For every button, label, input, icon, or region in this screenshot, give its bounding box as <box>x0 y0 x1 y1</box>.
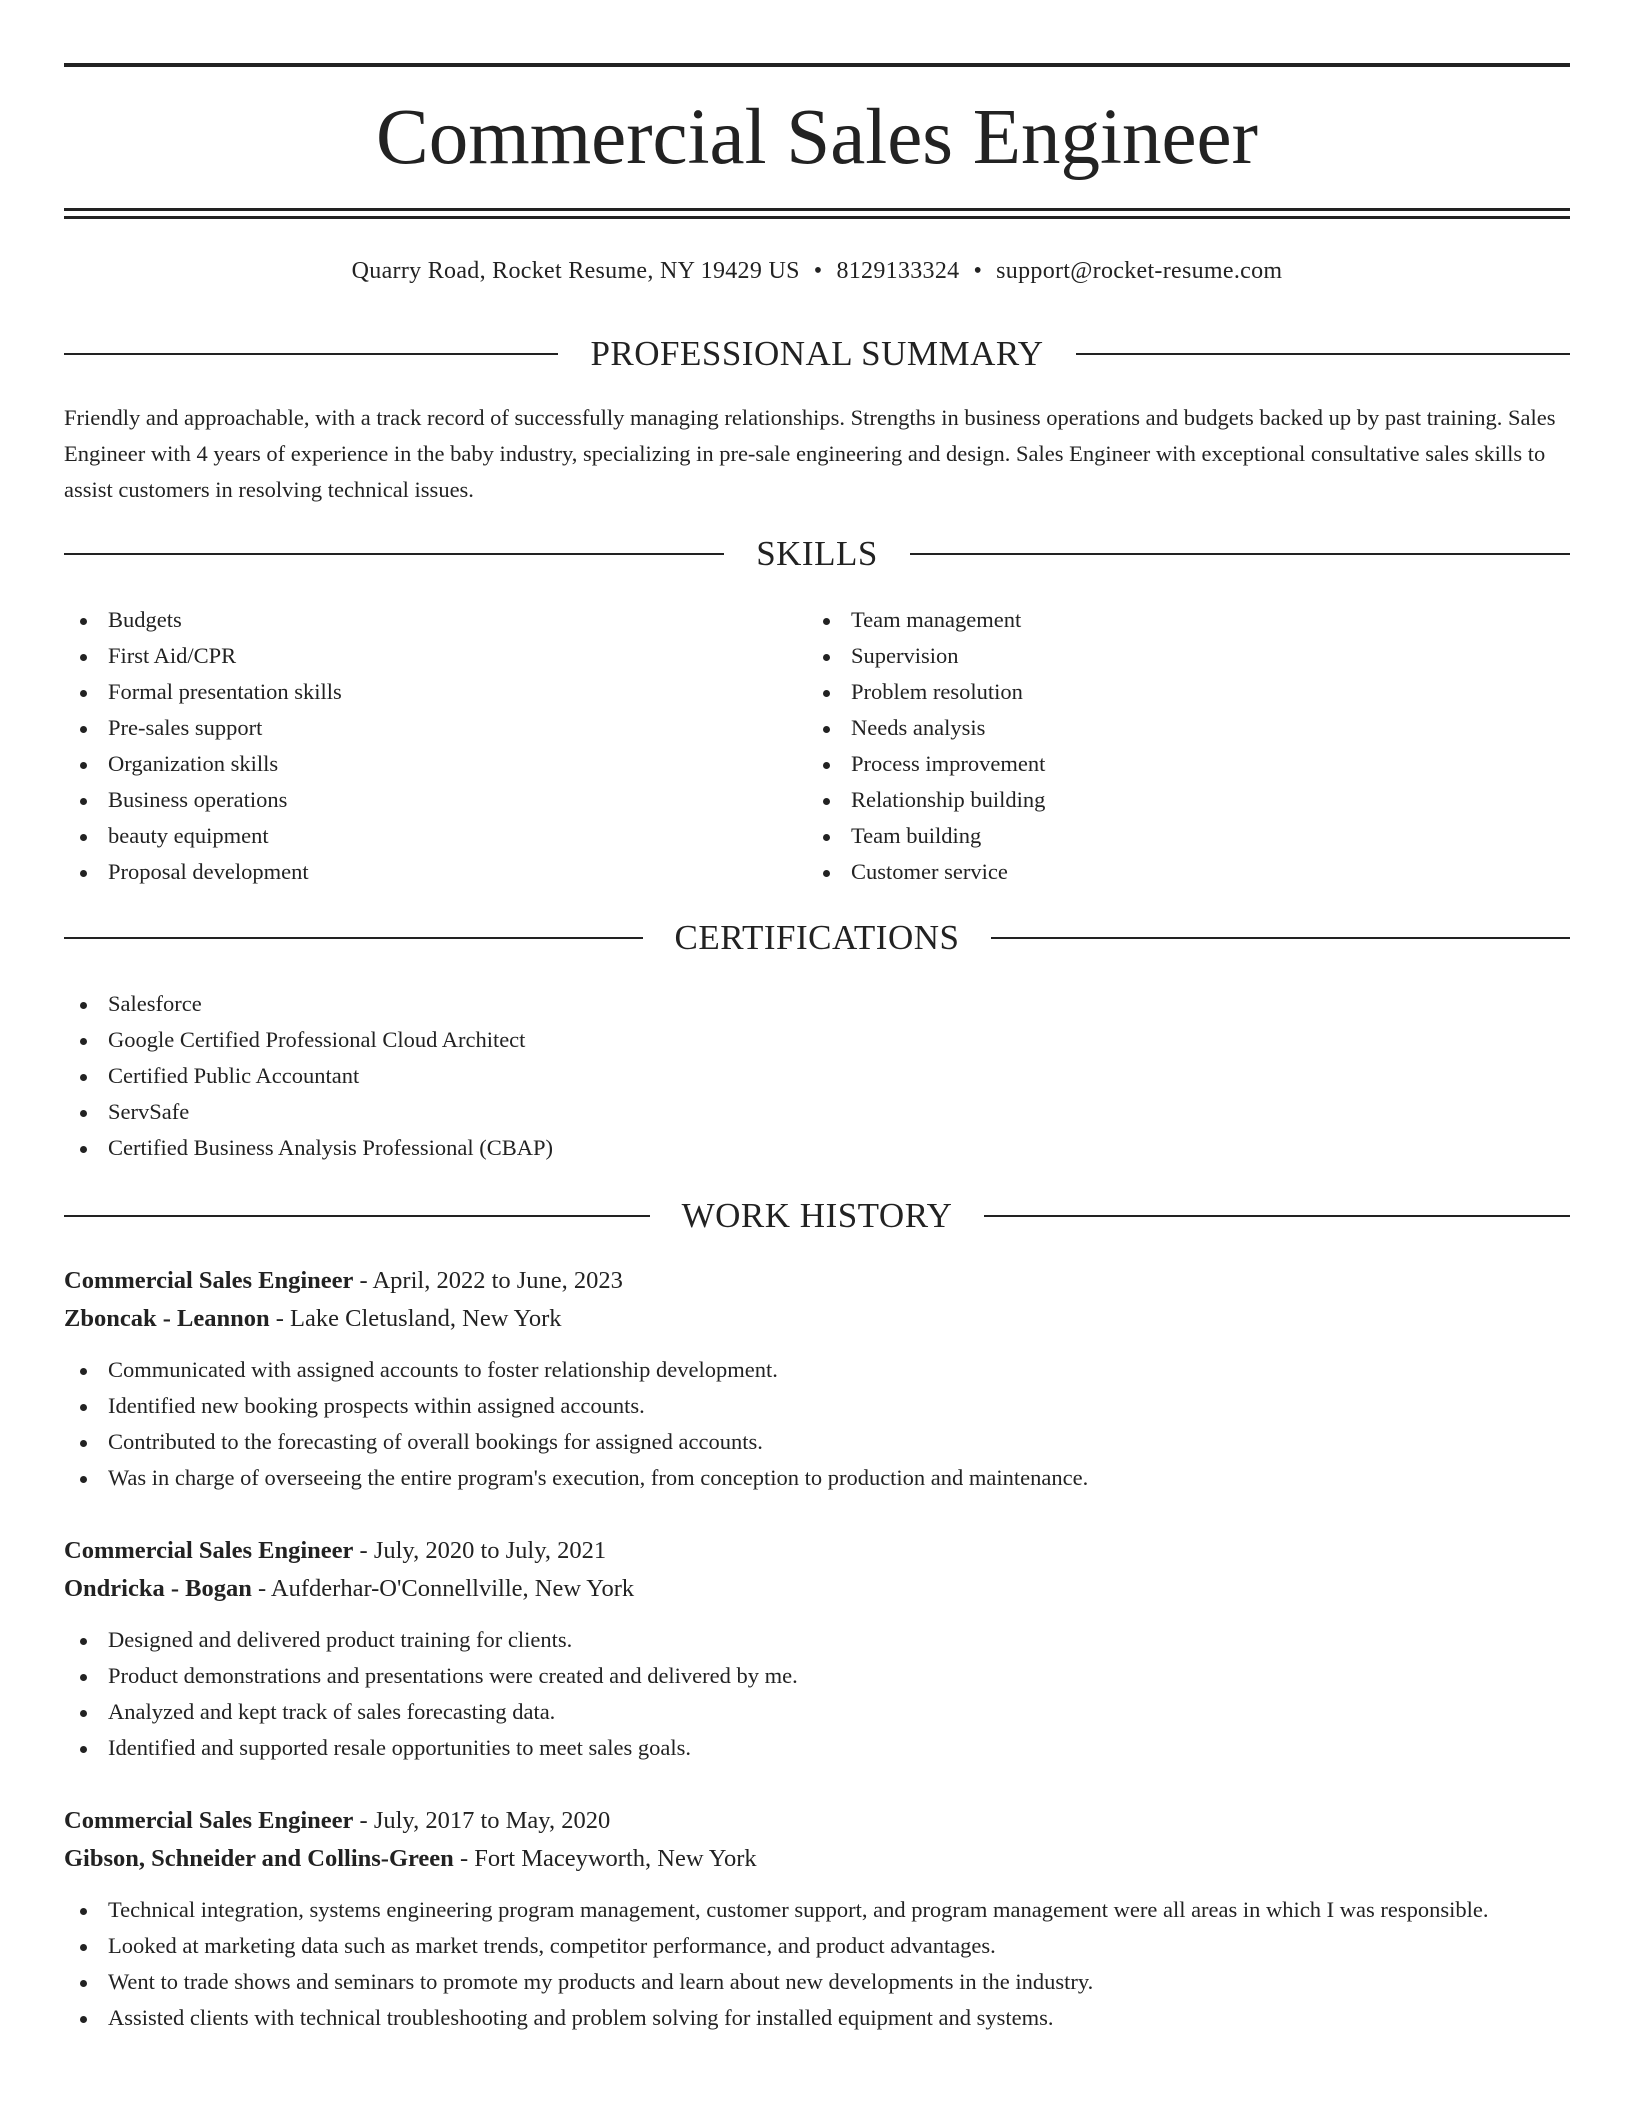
job-bullets <box>64 1622 1570 1766</box>
section-rule <box>991 937 1570 939</box>
double-rule-upper <box>64 208 1570 211</box>
double-rule-lower <box>64 216 1570 219</box>
skill-item: Formal presentation skills <box>64 674 764 710</box>
job-bullet: Technical integration, systems engineering program management, customer support, and program management were all areas in which I was responsible. <box>64 1892 1570 1928</box>
job-bullet: Analyzed and kept track of sales forecasting data. <box>64 1694 1570 1730</box>
skill-item: Process improvement <box>807 746 1507 782</box>
certification-item: ServSafe <box>64 1094 1064 1130</box>
job-bullet: Contributed to the forecasting of overall bookings for assigned accounts. <box>64 1424 1570 1460</box>
job-title: Commercial Sales Engineer <box>64 1267 354 1294</box>
certification-item: Google Certified Professional Cloud Architect <box>64 1022 1064 1058</box>
section-title: SKILLS <box>756 534 878 573</box>
skill-item: Supervision <box>807 638 1507 674</box>
job-bullet: Designed and delivered product training for clients. <box>64 1622 1570 1658</box>
skills-list-left <box>64 602 764 890</box>
skill-item: Organization skills <box>64 746 764 782</box>
skill-item: beauty equipment <box>64 818 764 854</box>
job-location: - Fort Maceyworth, New York <box>453 1845 757 1872</box>
certification-item: Salesforce <box>64 986 1064 1022</box>
section-header-skills <box>64 532 1570 576</box>
job-title-line <box>64 1262 1570 1300</box>
job-bullet: Assisted clients with technical troubleshooting and problem solving for installed equipment and systems. <box>64 2000 1570 2036</box>
job-title-line <box>64 1802 1570 1840</box>
job-entry <box>64 1802 1570 2036</box>
skill-item: Needs analysis <box>807 710 1507 746</box>
job-company-line <box>64 1840 1570 1878</box>
section-title: WORK HISTORY <box>681 1196 953 1235</box>
contact-phone: 8129133324 <box>836 258 960 284</box>
job-dates: - July, 2020 to July, 2021 <box>353 1537 607 1564</box>
top-rule <box>64 63 1570 67</box>
section-header-certifications <box>64 916 1570 960</box>
certifications-list <box>64 986 1064 1166</box>
contact-line <box>64 254 1570 288</box>
job-bullet: Identified and supported resale opportunities to meet sales goals. <box>64 1730 1570 1766</box>
job-location: - Aufderhar-O'Connellville, New York <box>251 1575 635 1602</box>
job-bullet: Looked at marketing data such as market trends, competitor performance, and product advantages. <box>64 1928 1570 1964</box>
skill-item: Team building <box>807 818 1507 854</box>
section-rule <box>64 937 643 939</box>
job-bullets <box>64 1892 1570 2036</box>
skill-item: Business operations <box>64 782 764 818</box>
certification-item: Certified Public Accountant <box>64 1058 1064 1094</box>
skill-item: Proposal development <box>64 854 764 890</box>
job-title: Commercial Sales Engineer <box>64 1537 354 1564</box>
section-rule <box>910 553 1570 555</box>
section-title: CERTIFICATIONS <box>674 918 960 957</box>
skill-item: Problem resolution <box>807 674 1507 710</box>
job-bullet: Went to trade shows and seminars to promote my products and learn about new developments in the industry. <box>64 1964 1570 2000</box>
job-location: - Lake Cletusland, New York <box>269 1305 562 1332</box>
summary-text: Friendly and approachable, with a track record of successfully managing relationships. Strengths in business operations and budgets backed up by past training. Sales Engineer with 4 years of experience in the baby industry, specializing in pre-sale engineering and design. Sales Engineer with exceptional consultative sales skills to assist customers in resolving technical issues. <box>64 405 1556 502</box>
skill-item: Relationship building <box>807 782 1507 818</box>
job-bullets <box>64 1352 1570 1496</box>
job-title-line <box>64 1532 1570 1570</box>
job-company: Gibson, Schneider and Collins-Green <box>64 1845 454 1872</box>
job-title: Commercial Sales Engineer <box>64 1807 354 1834</box>
job-bullet: Was in charge of overseeing the entire program's execution, from conception to production and maintenance. <box>64 1460 1570 1496</box>
job-company-line <box>64 1300 1570 1338</box>
skill-item: First Aid/CPR <box>64 638 764 674</box>
job-bullet: Communicated with assigned accounts to foster relationship development. <box>64 1352 1570 1388</box>
job-company: Ondricka - Bogan <box>64 1575 252 1602</box>
section-rule <box>64 553 724 555</box>
skill-item: Team management <box>807 602 1507 638</box>
skills-list-right <box>807 602 1507 890</box>
resume-title: Commercial Sales Engineer <box>376 94 1258 181</box>
section-rule <box>1076 353 1570 355</box>
contact-separator: • <box>973 258 983 284</box>
job-bullet: Product demonstrations and presentations were created and delivered by me. <box>64 1658 1570 1694</box>
job-entry <box>64 1262 1570 1496</box>
job-dates: - April, 2022 to June, 2023 <box>353 1267 623 1294</box>
job-bullet: Identified new booking prospects within assigned accounts. <box>64 1388 1570 1424</box>
skill-item: Customer service <box>807 854 1507 890</box>
certification-item: Certified Business Analysis Professional (CBAP) <box>64 1130 1064 1166</box>
contact-address: Quarry Road, Rocket Resume, NY 19429 US <box>351 258 800 284</box>
skill-item: Budgets <box>64 602 764 638</box>
skill-item: Pre-sales support <box>64 710 764 746</box>
section-rule <box>984 1215 1570 1217</box>
job-company: Zboncak - Leannon <box>64 1305 270 1332</box>
section-title: PROFESSIONAL SUMMARY <box>590 334 1044 373</box>
job-entry <box>64 1532 1570 1766</box>
section-rule <box>64 353 558 355</box>
contact-email: support@rocket-resume.com <box>996 258 1283 284</box>
contact-separator: • <box>813 258 823 284</box>
section-header-work-history <box>64 1194 1570 1238</box>
section-rule <box>64 1215 650 1217</box>
section-header-summary <box>64 332 1570 376</box>
job-company-line <box>64 1570 1570 1608</box>
job-dates: - July, 2017 to May, 2020 <box>353 1807 611 1834</box>
